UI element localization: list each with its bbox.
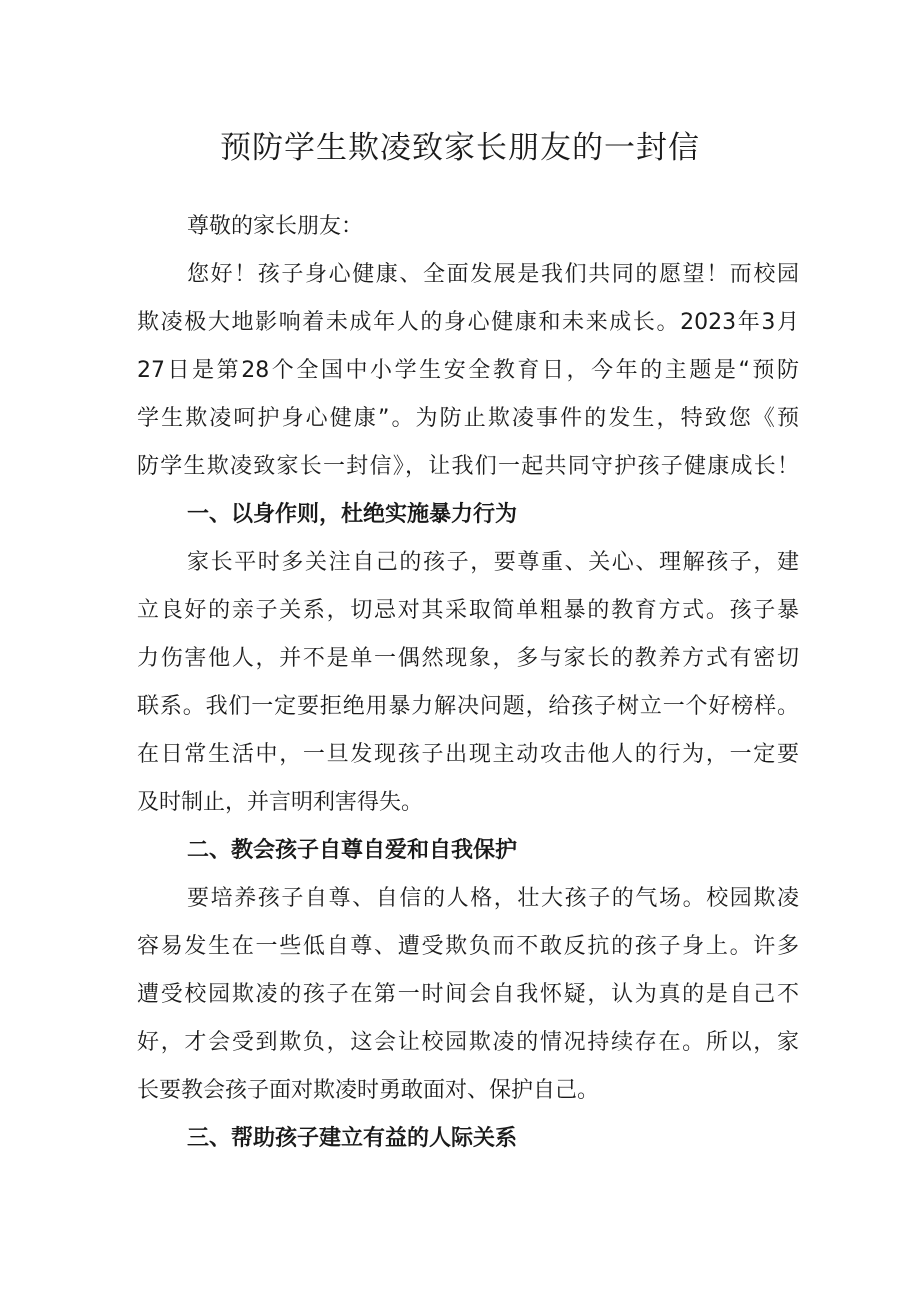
section2-line: 遭受校园欺凌的孩子在第一时间会自我怀疑，认为真的是自己不	[137, 982, 799, 1007]
section2-line: 好，才会受到欺负，这会让校园欺凌的情况持续存在。所以，家	[137, 1030, 799, 1055]
intro-line: 学生欺凌呵护身心健康”。为防止欺凌事件的发生，特致您《预	[137, 406, 799, 431]
section1-heading: 一、以身作则，杜绝实施暴力行为	[187, 502, 518, 527]
section1-line: 立良好的亲子关系，切忌对其采取简单粗暴的教育方式。孩子暴	[137, 598, 799, 623]
section2-line: 长要教会孩子面对欺凌时勇敢面对、保护自己。	[137, 1078, 600, 1103]
section3-heading: 三、帮助孩子建立有益的人际关系	[187, 1126, 518, 1151]
intro-line: 27日是第28个全国中小学生安全教育日，今年的主题是“预防	[137, 358, 799, 383]
section2-line: 要培养孩子自尊、自信的人格，壮大孩子的气场。校园欺凌	[187, 886, 799, 911]
section1-line: 力伤害他人，并不是单一偶然现象，多与家长的教养方式有密切	[137, 646, 799, 671]
intro-line: 您好！孩子身心健康、全面发展是我们共同的愿望！而校园	[187, 262, 799, 287]
section2-line: 容易发生在一些低自尊、遭受欺负而不敢反抗的孩子身上。许多	[137, 934, 799, 959]
intro-line: 防学生欺凌致家长一封信》，让我们一起共同守护孩子健康成长！	[137, 454, 799, 479]
section2-heading: 二、教会孩子自尊自爱和自我保护	[187, 838, 518, 863]
section1-line: 及时制止，并言明利害得失。	[137, 790, 424, 815]
intro-line: 欺凌极大地影响着未成年人的身心健康和未来成长。2023年3月	[137, 310, 799, 335]
section1-line: 联系。我们一定要拒绝用暴力解决问题，给孩子树立一个好榜样。	[137, 694, 799, 719]
section1-line: 家长平时多关注自己的孩子，要尊重、关心、理解孩子，建	[187, 550, 799, 575]
document-title: 预防学生欺凌致家长朋友的一封信	[220, 130, 700, 166]
greeting: 尊敬的家长朋友：	[187, 214, 364, 239]
section1-line: 在日常生活中，一旦发现孩子出现主动攻击他人的行为，一定要	[137, 742, 799, 767]
